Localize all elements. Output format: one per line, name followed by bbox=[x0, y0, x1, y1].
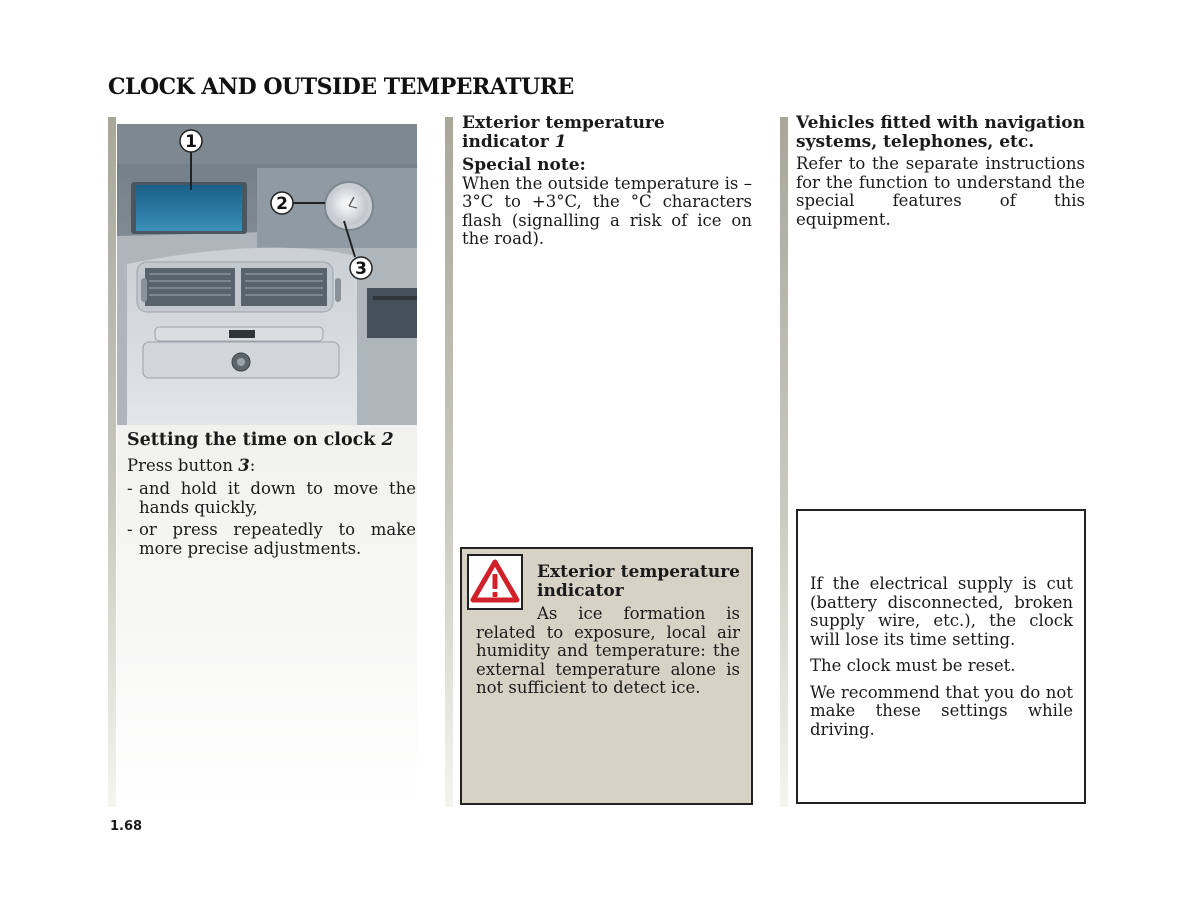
page-title: CLOCK AND OUTSIDE TEMPERATURE bbox=[108, 74, 574, 100]
svg-text:3: 3 bbox=[355, 259, 367, 279]
warning-triangle-icon bbox=[467, 554, 523, 610]
svg-text:1: 1 bbox=[185, 132, 197, 152]
special-note-heading: Special note: bbox=[462, 155, 586, 175]
navigation-body: Refer to the separate instructions for the function to understand the special features of this equipment. bbox=[796, 154, 1085, 229]
page-number: 1.68 bbox=[110, 819, 143, 834]
list-item: - or press repeatedly to make more precise adjustments. bbox=[127, 521, 416, 558]
clock-setting-list bbox=[127, 480, 416, 558]
middle-column-bar bbox=[445, 117, 453, 807]
note-paragraph: We recommend that you do not make these settings while driving. bbox=[810, 682, 1073, 739]
list-item: - and hold it down to move the hands quickly, bbox=[127, 480, 416, 517]
navigation-heading: Vehicles fitted with navigation systems, telephones, etc. bbox=[796, 113, 1085, 152]
left-column-bar bbox=[108, 117, 116, 807]
right-column-text bbox=[796, 114, 1085, 229]
clock-ref: 2 bbox=[381, 430, 394, 450]
warning-box bbox=[460, 547, 753, 805]
button-ref: 3 bbox=[238, 455, 250, 475]
warning-title: Exterior temperature indicator bbox=[537, 562, 740, 601]
temperature-heading: Exterior temperature indicator 1 bbox=[462, 113, 665, 152]
left-column-text bbox=[127, 431, 416, 562]
dashboard-illustration bbox=[117, 124, 417, 425]
clock-setting-heading: Setting the time on clock 2 bbox=[127, 430, 394, 450]
note-paragraph: If the electrical supply is cut (battery disconnected, broken supply wire, etc.), the clock will lose its time setting. bbox=[810, 574, 1073, 649]
special-note-body: When the outside temperature is –3°C to +3°C, the °C characters flash (signalling a risk of ice on the road). bbox=[462, 173, 752, 248]
note-paragraph: The clock must be reset. bbox=[810, 656, 1016, 675]
right-column-bar bbox=[780, 117, 788, 807]
warning-body: As ice formation is related to exposure, local air humidity and temperature: the external temperature alone is not sufficient to detect ice. bbox=[476, 604, 740, 697]
press-button-intro: Press button 3: bbox=[127, 455, 256, 475]
svg-text:2: 2 bbox=[276, 194, 288, 214]
indicator-ref: 1 bbox=[554, 131, 567, 152]
middle-column-text bbox=[462, 114, 752, 249]
clock-reset-note bbox=[796, 509, 1086, 804]
